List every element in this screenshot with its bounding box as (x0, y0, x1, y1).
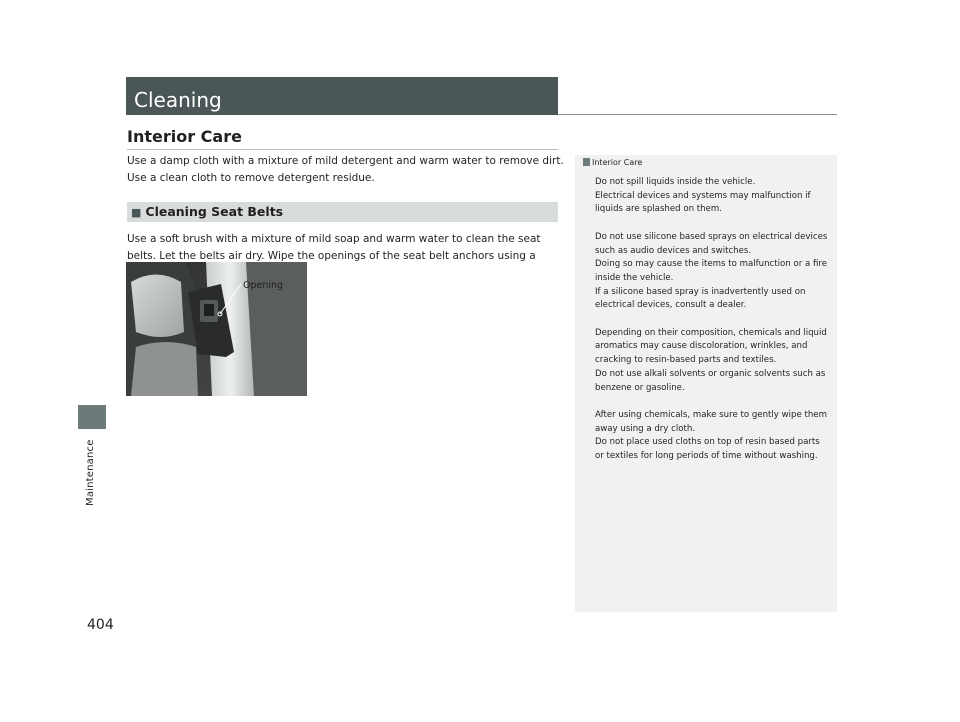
intro-text: Use a damp cloth with a mixture of mild detergent and warm water to remove dirt. Use a clean cloth to remove detergent residue. (127, 155, 564, 184)
section-rule (127, 149, 558, 150)
note-paragraph: After using chemicals, make sure to gently wipe them away using a dry cloth. Do not place used cloths on top of resin based parts or textiles for long periods of time without washing. (595, 409, 827, 462)
note-paragraph: Do not spill liquids inside the vehicle. Electrical devices and systems may malfunction if liquids are splashed on them. (595, 177, 811, 215)
title-rule (558, 114, 837, 115)
page-number: 404 (87, 617, 114, 633)
note-paragraph: Do not use silicone based sprays on electrical devices such as audio devices and switches. Doing so may cause the items to malfunction or a fire inside the vehicle. If a silicone based spray is inadvertently used on electrical devices, consult a dealer. (595, 231, 828, 311)
subheading-text: Cleaning Seat Belts (145, 204, 284, 219)
seatbelt-text: Use a soft brush with a mixture of mild soap and warm water to clean the seat belts. Let the belts air dry. Wipe the openings of the seat belt anchors using a (127, 233, 541, 262)
opening-callout: Opening (243, 280, 284, 291)
subheading-bar (127, 202, 558, 222)
side-label: Maintenance (85, 439, 96, 506)
page-title: Cleaning (126, 77, 558, 115)
reference-marker-icon (583, 158, 590, 166)
square-bullet-icon: ■ (131, 206, 142, 219)
note-body (595, 176, 831, 477)
note-paragraph: Depending on their composition, chemicals and liquid aromatics may cause discoloration, wrinkles, and cracking to resin-based parts and textiles. Do not use alkali solvents or organic solvents such as benzene or gasoline. (595, 327, 827, 393)
note-title: Interior Care (592, 158, 643, 167)
note-box (575, 155, 837, 612)
section-heading: Interior Care (127, 127, 242, 146)
side-tab (78, 405, 106, 429)
